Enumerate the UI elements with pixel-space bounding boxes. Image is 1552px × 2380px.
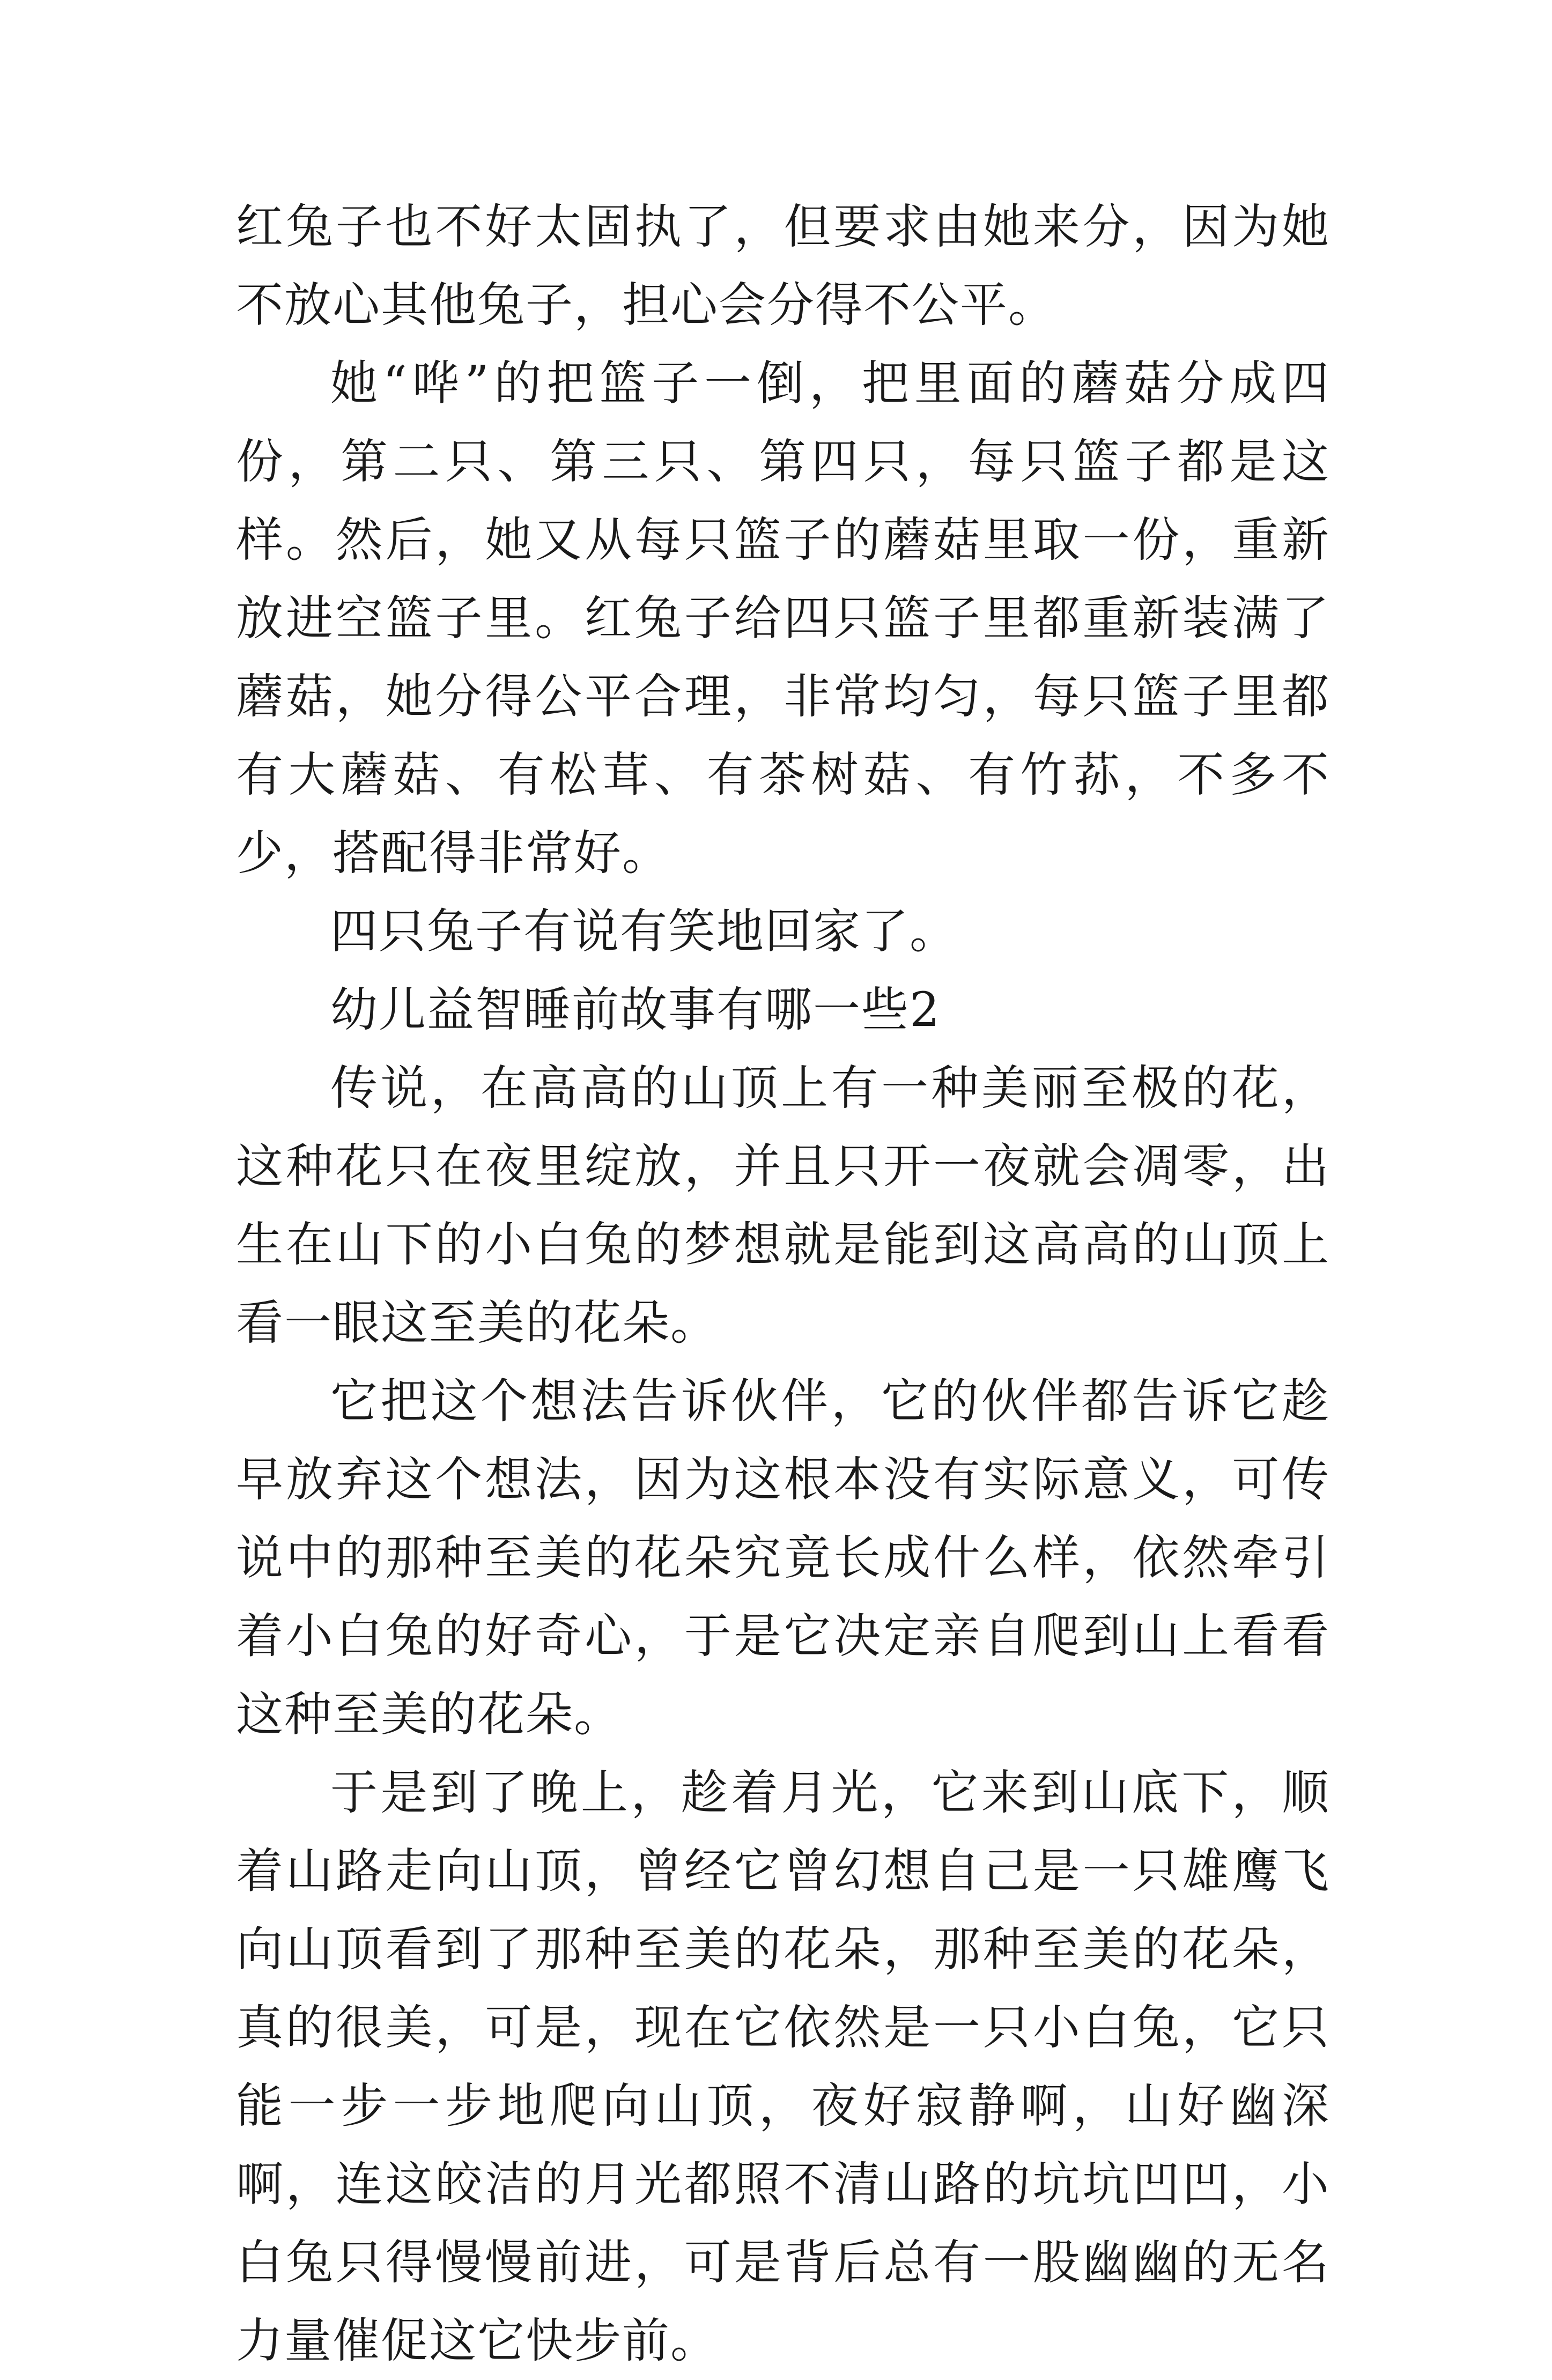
paragraph-decision: 它把这个想法告诉伙伴，它的伙伴都告诉它趁早放弃这个想法，因为这根本没有实际意义，可传说中的那种至美的花朵究竟长成什么样，依然牵引着小白兔的好奇心，于是它决定亲自爬到山上看看这种至美的花朵。 — [236, 1373, 1330, 1742]
document-body — [236, 188, 1330, 2380]
paragraph-legend: 传说，在高高的山顶上有一种美丽至极的花，这种花只在夜里绽放，并且只开一夜就会凋零，出生在山下的小白兔的梦想就是能到这高高的山顶上看一眼这至美的花朵。 — [236, 1060, 1330, 1350]
paragraph-night-climb: 于是到了晚上，趁着月光，它来到山底下，顺着山路走向山顶，曾经它曾幻想自己是一只雄鹰飞向山顶看到了那种至美的花朵，那种至美的花朵，真的很美，可是，现在它依然是一只小白兔，它只能一步一步地爬向山顶，夜好寂静啊，山好幽深啊，连这皎洁的月光都照不清山路的坑坑凹凹，小白兔只得慢慢前进，可是背后总有一股幽幽的无名力量催促这它快步前。 — [236, 1765, 1330, 2368]
paragraph-rabbits-home: 四只兔子有说有笑地回家了。 — [330, 904, 958, 959]
paragraph-basket-division: 她“哗”的把篮子一倒，把里面的蘑菇分成四份，第二只、第三只、第四只，每只篮子都是这样。然后，她又从每只篮子的蘑菇里取一份，重新放进空篮子里。红兔子给四只篮子里都重新装满了蘑菇，她分得公平合理，非常均匀，每只篮子里都有大蘑菇、有松茸、有茶树菇、有竹荪，不多不少，搭配得非常好。 — [236, 356, 1330, 881]
story-title-2: 幼儿益智睡前故事有哪一些2 — [330, 982, 941, 1037]
paragraph-continuation: 红兔子也不好太固执了，但要求由她来分，因为她不放心其他兔子，担心会分得不公平。 — [236, 199, 1330, 332]
